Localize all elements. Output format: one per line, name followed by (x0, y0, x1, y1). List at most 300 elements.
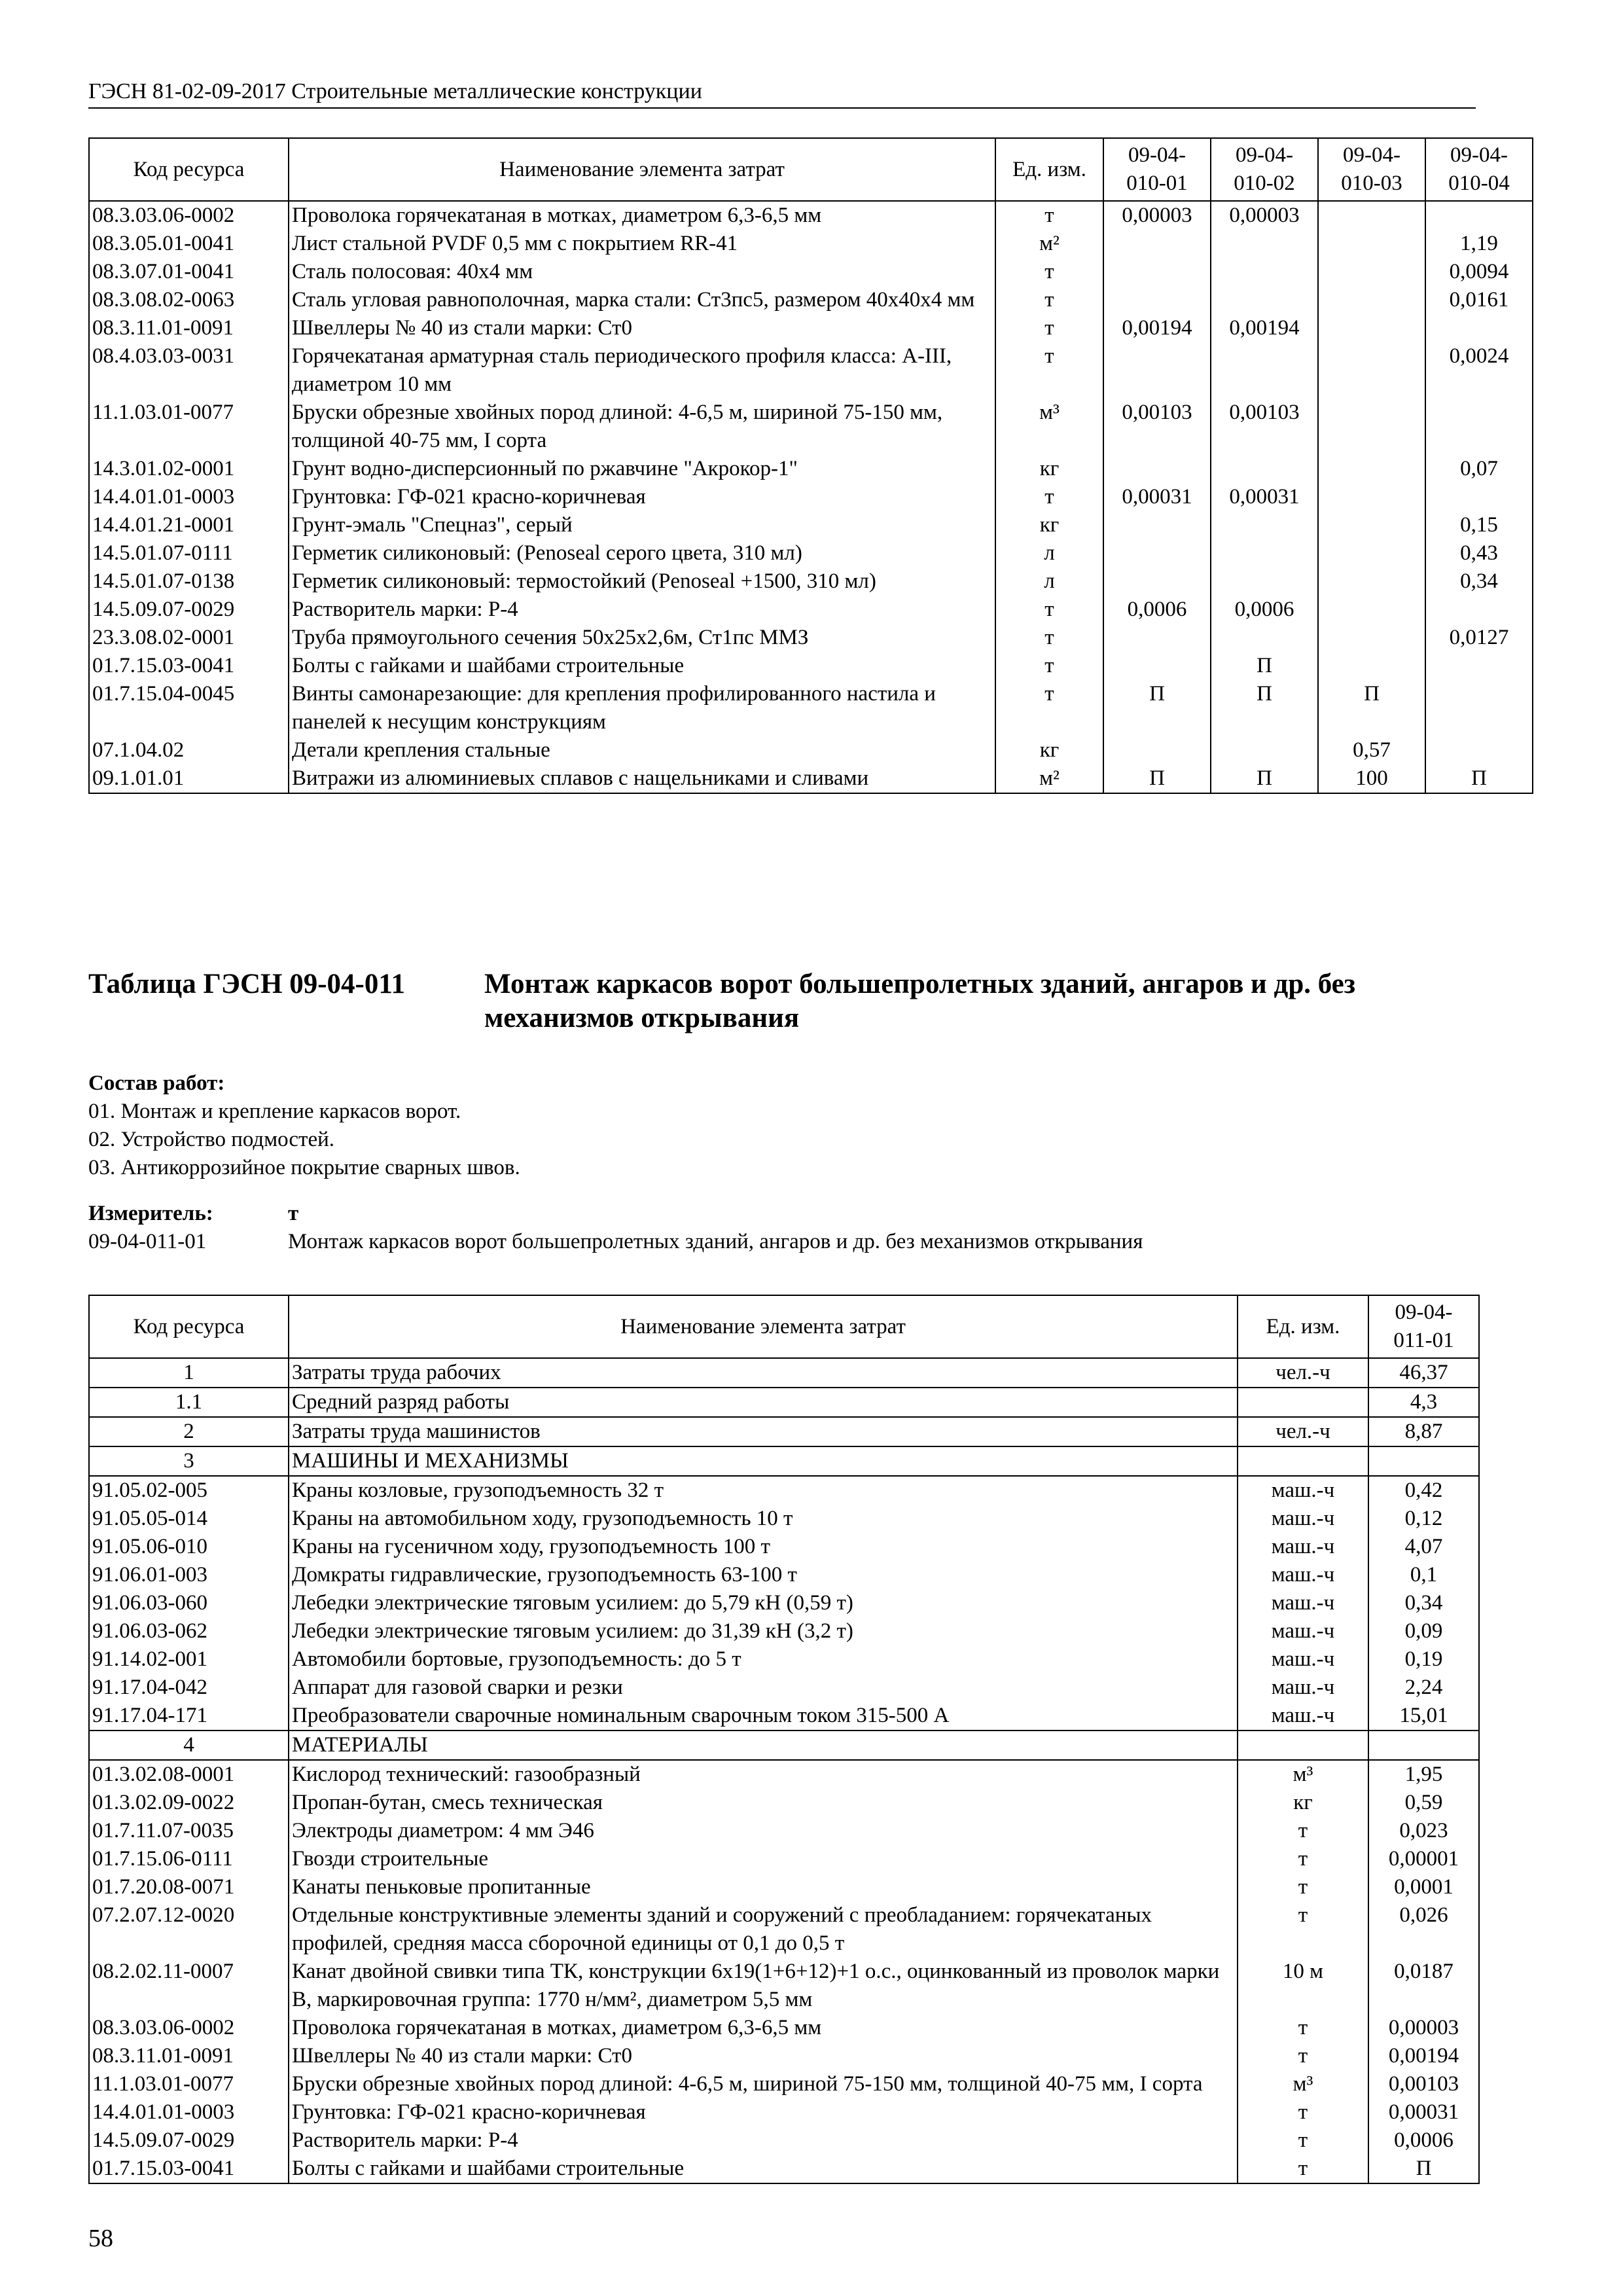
value-cell: 0,57 (1318, 736, 1425, 764)
table-header-row (89, 138, 1533, 201)
table-row (89, 399, 1533, 455)
unit-cell: маш.-ч (1238, 1617, 1368, 1645)
value-cell (1318, 624, 1425, 652)
resource-code: 23.3.08.02-0001 (89, 624, 289, 652)
unit-cell: 10 м (1238, 1958, 1368, 2014)
resource-code: 2 (89, 1417, 289, 1446)
table-row (89, 2098, 1479, 2126)
resource-code: 07.2.07.12-0020 (89, 1901, 289, 1958)
resource-code: 08.3.03.06-0002 (89, 2014, 289, 2042)
resource-code: 07.1.04.02 (89, 736, 289, 764)
unit-cell: м² (995, 230, 1103, 258)
resource-name: Краны на автомобильном ходу, грузоподъемность 10 т (289, 1505, 1238, 1533)
table-row (89, 201, 1533, 230)
resource-code: 08.3.05.01-0041 (89, 230, 289, 258)
resource-name: Затраты труда рабочих (289, 1358, 1238, 1388)
table-row (89, 1589, 1479, 1617)
value-cell (1103, 624, 1211, 652)
resource-code: 01.3.02.08-0001 (89, 1760, 289, 1789)
works-heading: Состав работ: (88, 1071, 225, 1095)
resource-name: Электроды диаметром: 4 мм Э46 (289, 1817, 1238, 1845)
resource-code: 08.3.07.01-0041 (89, 258, 289, 286)
resource-code: 91.06.01-003 (89, 1561, 289, 1589)
value-cell (1318, 652, 1425, 680)
header-cell: Наименование элемента затрат (289, 138, 995, 201)
value-cell: 0,07 (1425, 455, 1533, 483)
unit-cell: м² (995, 764, 1103, 793)
value-cell (1103, 539, 1211, 567)
resource-code: 14.3.01.02-0001 (89, 455, 289, 483)
value-cell: 0,1 (1368, 1561, 1479, 1589)
resource-code: 08.2.02.11-0007 (89, 1958, 289, 2014)
resource-name: Горячекатаная арматурная сталь периодического профиля класса: А-III, диаметром 10 мм (289, 342, 995, 399)
resource-name: Швеллеры № 40 из стали марки: Ст0 (289, 2042, 1238, 2070)
table-row (89, 680, 1533, 736)
resource-code: 91.06.03-062 (89, 1617, 289, 1645)
value-cell (1211, 455, 1318, 483)
table-header-row (89, 1295, 1479, 1358)
unit-cell: т (995, 596, 1103, 624)
value-cell (1425, 201, 1533, 230)
value-cell: 1,19 (1425, 230, 1533, 258)
value-cell (1103, 455, 1211, 483)
value-cell: 0,0006 (1368, 2126, 1479, 2155)
value-cell (1425, 399, 1533, 455)
unit-cell (1238, 1446, 1368, 1476)
value-cell: 0,09 (1368, 1617, 1479, 1645)
value-cell: 0,15 (1425, 511, 1533, 539)
unit-cell: м³ (1238, 2070, 1368, 2098)
resource-name: Домкраты гидравлические, грузоподъемность 63-100 т (289, 1561, 1238, 1589)
resource-code: 14.5.01.07-0138 (89, 567, 289, 596)
resource-code: 91.17.04-042 (89, 1674, 289, 1702)
value-cell: 0,42 (1368, 1476, 1479, 1505)
resource-code: 01.7.15.03-0041 (89, 2155, 289, 2183)
unit-cell: т (1238, 1901, 1368, 1958)
unit-cell: т (995, 652, 1103, 680)
resource-table-010 (88, 137, 1533, 794)
value-cell: П (1425, 764, 1533, 793)
resource-code: 91.14.02-001 (89, 1645, 289, 1674)
resource-name: Автомобили бортовые, грузоподъемность: до 5 т (289, 1645, 1238, 1674)
value-cell: 0,00031 (1211, 483, 1318, 511)
resource-name: Растворитель марки: Р-4 (289, 596, 995, 624)
value-cell: 0,0006 (1103, 596, 1211, 624)
table-row (89, 230, 1533, 258)
resource-name: Герметик силиконовый: (Penoseal серого цвета, 310 мл) (289, 539, 995, 567)
works-composition (88, 1069, 520, 1182)
table-row (89, 1845, 1479, 1873)
resource-code: 3 (89, 1446, 289, 1476)
table-row (89, 567, 1533, 596)
resource-name: Канаты пеньковые пропитанные (289, 1873, 1238, 1901)
resource-code: 01.7.15.03-0041 (89, 652, 289, 680)
unit-cell (1238, 1731, 1368, 1760)
value-cell: П (1211, 652, 1318, 680)
table-row (89, 1789, 1479, 1817)
unit-cell: чел.-ч (1238, 1417, 1368, 1446)
table-row (89, 2126, 1479, 2155)
value-cell: 0,00003 (1103, 201, 1211, 230)
table-row (89, 2155, 1479, 2183)
unit-cell: т (1238, 2098, 1368, 2126)
table-row (89, 1645, 1479, 1674)
resource-code: 08.3.11.01-0091 (89, 314, 289, 342)
table-row (89, 1817, 1479, 1845)
value-cell (1318, 286, 1425, 314)
resource-name: Преобразователи сварочные номинальным сварочным током 315-500 А (289, 1702, 1238, 1731)
table-number: Таблица ГЭСН 09-04-011 (88, 969, 406, 999)
meter-label: Измеритель: (88, 1202, 213, 1225)
value-cell (1211, 736, 1318, 764)
table-row (89, 764, 1533, 793)
value-cell: 0,00194 (1103, 314, 1211, 342)
table-row (89, 736, 1533, 764)
resource-code: 91.06.03-060 (89, 1589, 289, 1617)
unit-cell: маш.-ч (1238, 1533, 1368, 1561)
unit-cell: т (1238, 1817, 1368, 1845)
value-cell: 0,00031 (1368, 2098, 1479, 2126)
value-cell: 15,01 (1368, 1702, 1479, 1731)
resource-code: 14.4.01.21-0001 (89, 511, 289, 539)
value-cell (1318, 201, 1425, 230)
resource-name: Проволока горячекатаная в мотках, диаметром 6,3-6,5 мм (289, 201, 995, 230)
resource-name: Грунтовка: ГФ-021 красно-коричневая (289, 2098, 1238, 2126)
unit-cell: маш.-ч (1238, 1476, 1368, 1505)
header-cell: 09-04- 010-02 (1211, 138, 1318, 201)
unit-cell: маш.-ч (1238, 1674, 1368, 1702)
table-row (89, 1674, 1479, 1702)
value-cell (1368, 1731, 1479, 1760)
unit-cell: т (1238, 2155, 1368, 2183)
resource-code: 08.3.03.06-0002 (89, 201, 289, 230)
table-row (89, 455, 1533, 483)
value-cell (1211, 539, 1318, 567)
header-cell: Ед. изм. (995, 138, 1103, 201)
table-row (89, 1358, 1479, 1388)
unit-cell: т (1238, 1845, 1368, 1873)
value-cell (1318, 399, 1425, 455)
value-cell: 0,0024 (1425, 342, 1533, 399)
resource-name: Витражи из алюминиевых сплавов с нащельниками и сливами (289, 764, 995, 793)
unit-cell: маш.-ч (1238, 1561, 1368, 1589)
value-cell: 0,19 (1368, 1645, 1479, 1674)
value-cell (1103, 342, 1211, 399)
resource-code: 01.7.20.08-0071 (89, 1873, 289, 1901)
table-row (89, 1446, 1479, 1476)
value-cell (1318, 483, 1425, 511)
works-item: 01. Монтаж и крепление каркасов ворот. (88, 1100, 461, 1123)
value-cell: 0,34 (1425, 567, 1533, 596)
running-header: ГЭСН 81-02-09-2017 Строительные металлические конструкции (88, 77, 1476, 109)
resource-code: 01.3.02.09-0022 (89, 1789, 289, 1817)
value-cell (1425, 483, 1533, 511)
resource-name: Болты с гайками и шайбами строительные (289, 652, 995, 680)
value-cell (1318, 511, 1425, 539)
table-row (89, 539, 1533, 567)
unit-cell: чел.-ч (1238, 1358, 1368, 1388)
value-cell (1318, 314, 1425, 342)
resource-name: Швеллеры № 40 из стали марки: Ст0 (289, 314, 995, 342)
unit-cell: т (995, 314, 1103, 342)
value-cell: 0,023 (1368, 1817, 1479, 1845)
resource-name: Аппарат для газовой сварки и резки (289, 1674, 1238, 1702)
value-cell: 0,00003 (1211, 201, 1318, 230)
unit-cell: т (995, 286, 1103, 314)
resource-code: 1 (89, 1358, 289, 1388)
unit-cell: т (995, 624, 1103, 652)
value-cell: 0,00194 (1211, 314, 1318, 342)
header-cell: Наименование элемента затрат (289, 1295, 1238, 1358)
unit-cell: м³ (995, 399, 1103, 455)
resource-code: 08.3.08.02-0063 (89, 286, 289, 314)
value-cell (1103, 258, 1211, 286)
table-row (89, 342, 1533, 399)
value-cell: 0,00003 (1368, 2014, 1479, 2042)
table-row (89, 624, 1533, 652)
table-row (89, 652, 1533, 680)
resource-name: Сталь полосовая: 40х4 мм (289, 258, 995, 286)
value-cell: П (1211, 764, 1318, 793)
resource-name: Лебедки электрические тяговым усилием: до 31,39 кН (3,2 т) (289, 1617, 1238, 1645)
unit-cell: маш.-ч (1238, 1645, 1368, 1674)
header-cell: 09-04- 010-04 (1425, 138, 1533, 201)
value-cell (1211, 230, 1318, 258)
value-cell: П (1211, 680, 1318, 736)
value-cell (1425, 314, 1533, 342)
resource-code: 91.05.05-014 (89, 1505, 289, 1533)
works-item: 03. Антикоррозийное покрытие сварных швов. (88, 1156, 520, 1179)
resource-name: Растворитель марки: Р-4 (289, 2126, 1238, 2155)
value-cell (1211, 624, 1318, 652)
value-cell (1211, 511, 1318, 539)
unit-cell: кг (995, 511, 1103, 539)
value-cell: 0,0187 (1368, 1958, 1479, 2014)
resource-name: Болты с гайками и шайбами строительные (289, 2155, 1238, 2183)
value-cell (1318, 596, 1425, 624)
unit-cell (1238, 1388, 1368, 1417)
page-number: 58 (88, 2225, 113, 2252)
value-cell (1211, 342, 1318, 399)
header-cell: Код ресурса (89, 138, 289, 201)
table-row (89, 1873, 1479, 1901)
unit-cell: т (1238, 2126, 1368, 2155)
unit-cell: кг (995, 455, 1103, 483)
table-row (89, 2042, 1479, 2070)
resource-name: Канат двойной свивки типа ТК, конструкции 6х19(1+6+12)+1 о.с., оцинкованный из проволок марки В, маркировочная группа: 1770 н/мм², диаметром 5,5 мм (289, 1958, 1238, 2014)
value-cell: П (1103, 680, 1211, 736)
resource-code: 14.4.01.01-0003 (89, 2098, 289, 2126)
resource-name: Средний разряд работы (289, 1388, 1238, 1417)
works-item: 02. Устройство подмостей. (88, 1128, 335, 1151)
value-cell: 0,34 (1368, 1589, 1479, 1617)
value-cell (1425, 680, 1533, 736)
value-cell: 0,0006 (1211, 596, 1318, 624)
value-cell (1368, 1446, 1479, 1476)
value-cell (1103, 736, 1211, 764)
resource-code: 08.3.11.01-0091 (89, 2042, 289, 2070)
value-cell: 0,00103 (1103, 399, 1211, 455)
unit-cell: т (995, 680, 1103, 736)
unit-cell: л (995, 567, 1103, 596)
resource-code: 11.1.03.01-0077 (89, 399, 289, 455)
resource-name: Пропан-бутан, смесь техническая (289, 1789, 1238, 1817)
unit-cell: маш.-ч (1238, 1589, 1368, 1617)
value-cell (1103, 511, 1211, 539)
value-cell: 0,00103 (1211, 399, 1318, 455)
value-cell: 1,95 (1368, 1760, 1479, 1789)
table-row (89, 1533, 1479, 1561)
table-row (89, 596, 1533, 624)
header-cell: 09-04- 010-03 (1318, 138, 1425, 201)
meter-description: Монтаж каркасов ворот большепролетных зданий, ангаров и др. без механизмов открывания (288, 1230, 1143, 1253)
value-cell (1425, 736, 1533, 764)
resource-name: Винты самонарезающие: для крепления профилированного настила и панелей к несущим конструкциям (289, 680, 995, 736)
value-cell: 0,43 (1425, 539, 1533, 567)
table-row (89, 1760, 1479, 1789)
table-row (89, 511, 1533, 539)
table-row (89, 314, 1533, 342)
resource-code: 91.05.02-005 (89, 1476, 289, 1505)
resource-name: Кислород технический: газообразный (289, 1760, 1238, 1789)
resource-name: Отдельные конструктивные элементы зданий и сооружений с преобладанием: горячекатаных профилей, средняя масса сборочной единицы от 0,1 до 0,5 т (289, 1901, 1238, 1958)
resource-code: 11.1.03.01-0077 (89, 2070, 289, 2098)
resource-name: Сталь угловая равнополочная, марка стали: Ст3пс5, размером 40х40х4 мм (289, 286, 995, 314)
meter-unit: т (288, 1202, 299, 1225)
table-row (89, 2014, 1479, 2042)
value-cell (1211, 286, 1318, 314)
unit-cell: т (995, 483, 1103, 511)
resource-name: Детали крепления стальные (289, 736, 995, 764)
table-row (89, 1561, 1479, 1589)
resource-code: 91.05.06-010 (89, 1533, 289, 1561)
table-row (89, 1958, 1479, 2014)
value-cell: 0,0161 (1425, 286, 1533, 314)
value-cell: П (1318, 680, 1425, 736)
resource-name: Бруски обрезные хвойных пород длиной: 4-6,5 м, шириной 75-150 мм, толщиной 40-75 мм, I сорта (289, 2070, 1238, 2098)
value-cell: 0,0094 (1425, 258, 1533, 286)
unit-cell: м³ (1238, 1760, 1368, 1789)
table-row (89, 2070, 1479, 2098)
value-cell: 8,87 (1368, 1417, 1479, 1446)
unit-cell: т (1238, 2042, 1368, 2070)
header-cell: 09-04- 011-01 (1368, 1295, 1479, 1358)
value-cell: П (1103, 764, 1211, 793)
value-cell (1103, 567, 1211, 596)
resource-name: Затраты труда машинистов (289, 1417, 1238, 1446)
value-cell (1318, 258, 1425, 286)
unit-cell: т (995, 201, 1103, 230)
resource-name: Грунт-эмаль "Спецназ", серый (289, 511, 995, 539)
value-cell: 0,026 (1368, 1901, 1479, 1958)
value-cell: 0,00103 (1368, 2070, 1479, 2098)
unit-cell: т (995, 258, 1103, 286)
table-row (89, 1476, 1479, 1505)
resource-name: Бруски обрезные хвойных пород длиной: 4-6,5 м, шириной 75-150 мм, толщиной 40-75 мм, I сорта (289, 399, 995, 455)
unit-cell: маш.-ч (1238, 1702, 1368, 1731)
table-row (89, 1901, 1479, 1958)
value-cell (1318, 567, 1425, 596)
unit-cell: кг (1238, 1789, 1368, 1817)
resource-name: Краны козловые, грузоподъемность 32 т (289, 1476, 1238, 1505)
unit-cell: т (1238, 2014, 1368, 2042)
value-cell (1211, 258, 1318, 286)
value-cell (1318, 455, 1425, 483)
value-cell (1318, 230, 1425, 258)
unit-cell: т (1238, 1873, 1368, 1901)
value-cell (1103, 286, 1211, 314)
resource-code: 01.7.11.07-0035 (89, 1817, 289, 1845)
value-cell (1318, 539, 1425, 567)
meter-code: 09-04-011-01 (88, 1230, 207, 1253)
resource-name: Проволока горячекатаная в мотках, диаметром 6,3-6,5 мм (289, 2014, 1238, 2042)
value-cell: 0,00001 (1368, 1845, 1479, 1873)
header-cell: 09-04- 010-01 (1103, 138, 1211, 201)
value-cell: 0,0001 (1368, 1873, 1479, 1901)
unit-cell: маш.-ч (1238, 1505, 1368, 1533)
value-cell: 4,3 (1368, 1388, 1479, 1417)
table-row (89, 286, 1533, 314)
table-row (89, 1702, 1479, 1731)
resource-name: Герметик силиконовый: термостойкий (Penoseal +1500, 310 мл) (289, 567, 995, 596)
resource-name: МАТЕРИАЛЫ (289, 1731, 1238, 1760)
resource-name: Лист стальной PVDF 0,5 мм с покрытием RR-41 (289, 230, 995, 258)
resource-code: 09.1.01.01 (89, 764, 289, 793)
value-cell: 100 (1318, 764, 1425, 793)
resource-table-011 (88, 1295, 1480, 2184)
resource-code: 08.4.03.03-0031 (89, 342, 289, 399)
value-cell: 0,0127 (1425, 624, 1533, 652)
unit-cell: л (995, 539, 1103, 567)
table-row (89, 1388, 1479, 1417)
value-cell (1425, 652, 1533, 680)
resource-code: 1.1 (89, 1388, 289, 1417)
unit-cell: кг (995, 736, 1103, 764)
value-cell (1425, 596, 1533, 624)
value-cell (1211, 567, 1318, 596)
value-cell (1318, 342, 1425, 399)
table-caption: Монтаж каркасов ворот большепролетных зданий, ангаров и др. без механизмов открывания (484, 969, 1356, 1033)
value-cell (1103, 652, 1211, 680)
resource-code: 14.4.01.01-0003 (89, 483, 289, 511)
resource-code: 14.5.09.07-0029 (89, 596, 289, 624)
resource-code: 4 (89, 1731, 289, 1760)
value-cell: 4,07 (1368, 1533, 1479, 1561)
table-row (89, 1417, 1479, 1446)
resource-code: 91.17.04-171 (89, 1702, 289, 1731)
unit-cell: т (995, 342, 1103, 399)
value-cell: 2,24 (1368, 1674, 1479, 1702)
value-cell: 0,00031 (1103, 483, 1211, 511)
table-row (89, 1731, 1479, 1760)
resource-code: 01.7.15.06-0111 (89, 1845, 289, 1873)
resource-code: 14.5.01.07-0111 (89, 539, 289, 567)
table-row (89, 1617, 1479, 1645)
value-cell (1103, 230, 1211, 258)
resource-code: 01.7.15.04-0045 (89, 680, 289, 736)
table-row (89, 258, 1533, 286)
value-cell: 0,12 (1368, 1505, 1479, 1533)
resource-name: Грунтовка: ГФ-021 красно-коричневая (289, 483, 995, 511)
header-cell: Код ресурса (89, 1295, 289, 1358)
table-row (89, 1505, 1479, 1533)
resource-name: Грунт водно-дисперсионный по ржавчине "Акрокор-1" (289, 455, 995, 483)
value-cell: 46,37 (1368, 1358, 1479, 1388)
value-cell: 0,00194 (1368, 2042, 1479, 2070)
resource-code: 14.5.09.07-0029 (89, 2126, 289, 2155)
header-cell: Ед. изм. (1238, 1295, 1368, 1358)
resource-name: МАШИНЫ И МЕХАНИЗМЫ (289, 1446, 1238, 1476)
